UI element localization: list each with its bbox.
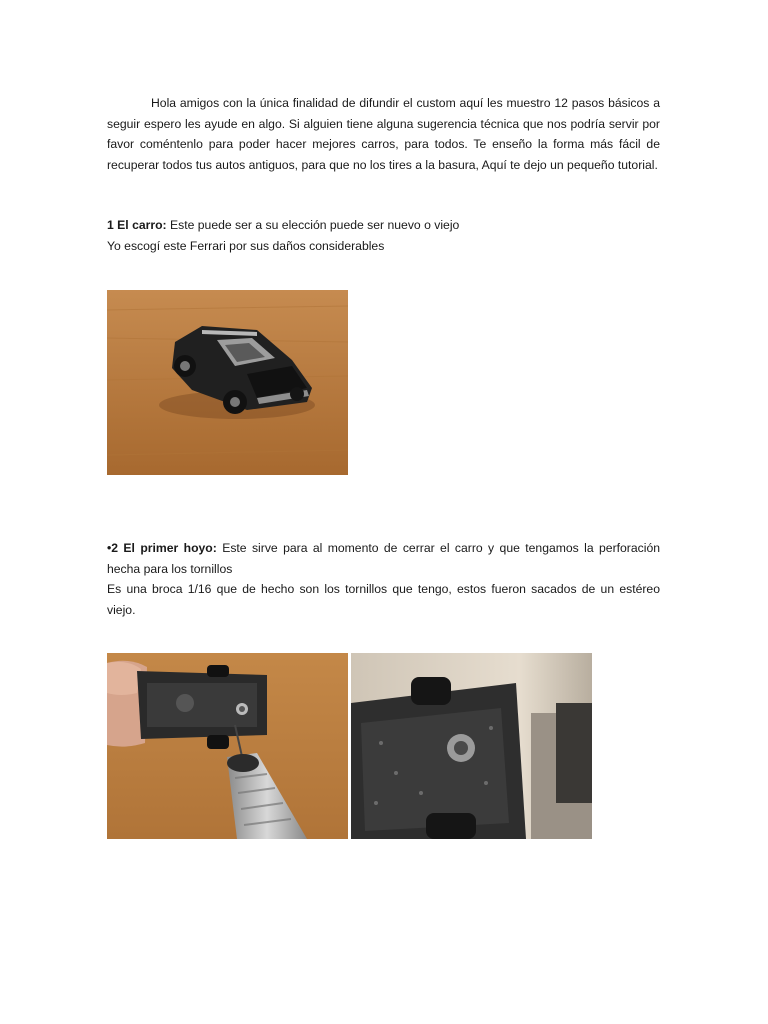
toy-car-photo — [107, 290, 348, 475]
step-1-text: Este puede ser a su elección puede ser nuevo o viejo — [166, 218, 460, 232]
step-2-heading: •2 El primer hoyo: — [107, 541, 217, 555]
step-2-text: Este sirve para al momento de cerrar el carro y que tengamos la perforación hecha para los tornillos — [107, 541, 660, 576]
toy-ferrari-car-icon — [107, 290, 348, 475]
step-1-paragraph — [107, 215, 660, 256]
step-1-line2: Yo escogí este Ferrari por sus daños considerables — [107, 238, 385, 253]
drilling-chassis-photo — [107, 653, 348, 839]
step-2-line2: Es una broca 1/16 que de hecho son los tornillos que tengo, estos fueron sacados de un estéreo viejo. — [107, 582, 660, 617]
intro-paragraph: Hola amigos con la única finalidad de difundir el custom aquí les muestro 12 pasos básicos a seguir espero les ayude en algo. Si alguien tiene alguna sugerencia técnica que nos podría servir por favor coméntenlo para poder hacer mejores carros, para todos. Te enseño la forma más fácil de recuperar todos tus autos antiguos, para que no los tires a la basura, Aquí te dejo un pequeño tutorial. — [107, 96, 660, 172]
step-1-heading: 1 El carro: — [107, 218, 167, 232]
chassis-hole-closeup-icon — [351, 653, 592, 839]
drill-and-chassis-icon — [107, 653, 348, 839]
chassis-closeup-photo — [351, 653, 592, 839]
step-2-paragraph — [107, 538, 660, 620]
